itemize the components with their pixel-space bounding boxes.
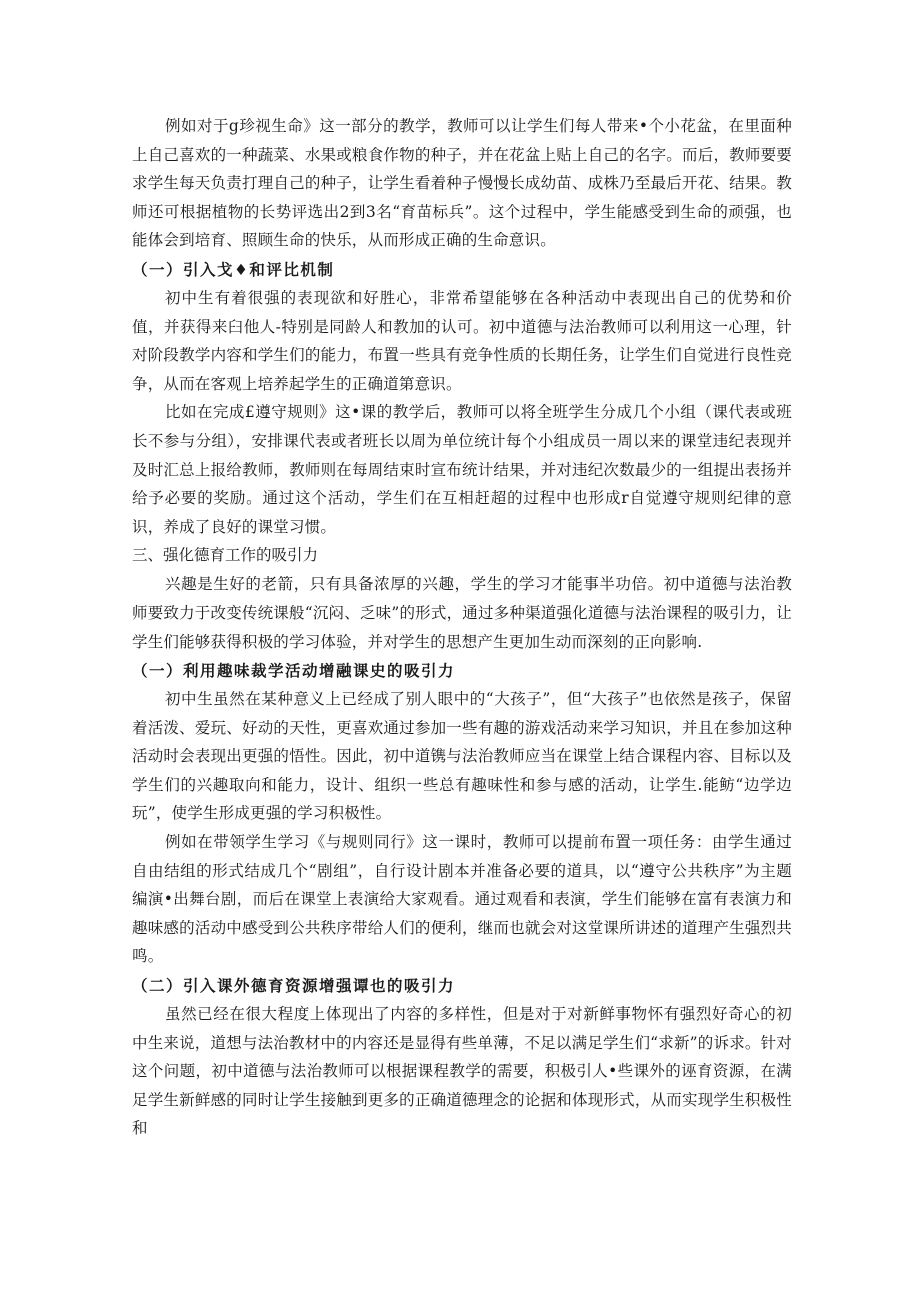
heading-fun-activities: （一）利用趣味裁学活动增融课史的吸引力	[132, 661, 456, 681]
paragraph-competition-intro: 初中生有着很强的表现欲和好胜心，非常希望能够在各种活动中表现出自己的优势和价值，并获得来臼他人-特别是同龄人和教加的认可。初中道德与法治教师可以利用这一心理，针对阶段教学内容和学生们的能力，布置一些具有竞争性质的长期任务，让学生们自觉进行良性竞争，从而在客观上培养起学生的正确道第意识。	[132, 288, 792, 393]
paragraph-fun-activities: 初中生虽然在某种意义上已经成了别人眼中的“大孩子”，但“大孩子”也依然是孩子，保留着活泼、爱玩、好动的天性，更喜欢通过参加一些有趣的游戏活动来学习知识，并且在参加这种活动时会表现出更强的悟性。因此，初中道镌与法治教师应当在课堂上结合课程内容、目标以及学生们的兴趣取向和能力，设计、组织一些总有趣味性和参与感的活动，让学生.能鲂“边学边玩”，使学生形成更强的学习积极性。	[132, 690, 792, 823]
paragraph-plant-example: 例如对于g珍视生命》这一部分的教学，教师可以让学生们每人带来•个小花盆，在里面种上自己喜欢的一种蔬菜、水果或粮食作物的种子，并在花盆上贴上自己的名字。而后，教师要要求学生每天负责打理自己的种子，让学生看着种子慢慢长成幼苗、成株乃至最后开花、结果。教师还可根据植物的长势评选出2到3名“育苗标兵”。这个过程中，学生能感受到生命的顽强，也能体会到培育、照顾生命的快乐，从而形成正确的生命意识。	[132, 117, 792, 250]
document-page	[132, 112, 792, 1143]
heading-competition-mechanism: （一）引入戈♦和评比机制	[132, 259, 335, 279]
paragraph-interest-intro: 兴趣是生好的老箭，只有具备浓厚的兴趣，学生的学习才能事半功倍。初中道德与法治教师要致力于改变传统课般“沉闷、乏味”的形式，通过多种渠道强化道德与法治课程的吸引力，让学生们能够获得积极的学习体验，并对学生的思想产生更加生动而深刻的正向影响.	[132, 575, 792, 651]
paragraph-external-resources: 虽然已经在很大程度上体现出了内容的多样性，但是对于对新鲜事物怀有强烈好奇心的初中生来说，道想与法治教材中的内容还是显得有些单薄，不足以满足学生们“求新”的诉求。针对这个问题，初中道德与法治教师可以根据课程教学的需要，积极引人•些课外的诬育资源，在满足学生新鲜感的同时让学生接触到更多的正确道德理念的论据和体现形式，从而实现学生积极性和	[132, 1005, 792, 1138]
heading-section-three: 三、强化德育工作的吸引力	[132, 546, 319, 565]
heading-external-resources: （二）引入课外德育资源增强谭也的吸引力	[132, 976, 456, 996]
paragraph-rules-example: 比如在完成£遵守规则》这•课的教学后，教师可以将全班学生分成几个小组（课代表或班长不参与分组），安排课代表或者班长以周为单位统计每个小组成员一周以来的课堂违纪表现并及时汇总上报给教师，教师则在每周结束时宣布统计结果，并对违纪次数最少的一组提出表扬并给予必要的奖励。通过这个活动，学生们在互相赶超的过程中也形成r自觉遵守规则纪律的意识，养成了良好的课堂习惯。	[132, 403, 792, 536]
paragraph-drama-example: 例如在带领学生学习《与规则同行》这一课时，教师可以提前布置一项任务：由学生通过自由结组的形式结成几个“剧组”，自行设计剧本并准备必要的道具，以“遵守公共秩序”为主题编演•出舞台剧，而后在课堂上表演给大家观看。通过观看和表演，学生们能够在富有表演力和趣味感的活动中感受到公共秩序带给人们的便利，继而也就会对这堂课所讲述的道理产生强烈共鸣。	[132, 833, 792, 966]
